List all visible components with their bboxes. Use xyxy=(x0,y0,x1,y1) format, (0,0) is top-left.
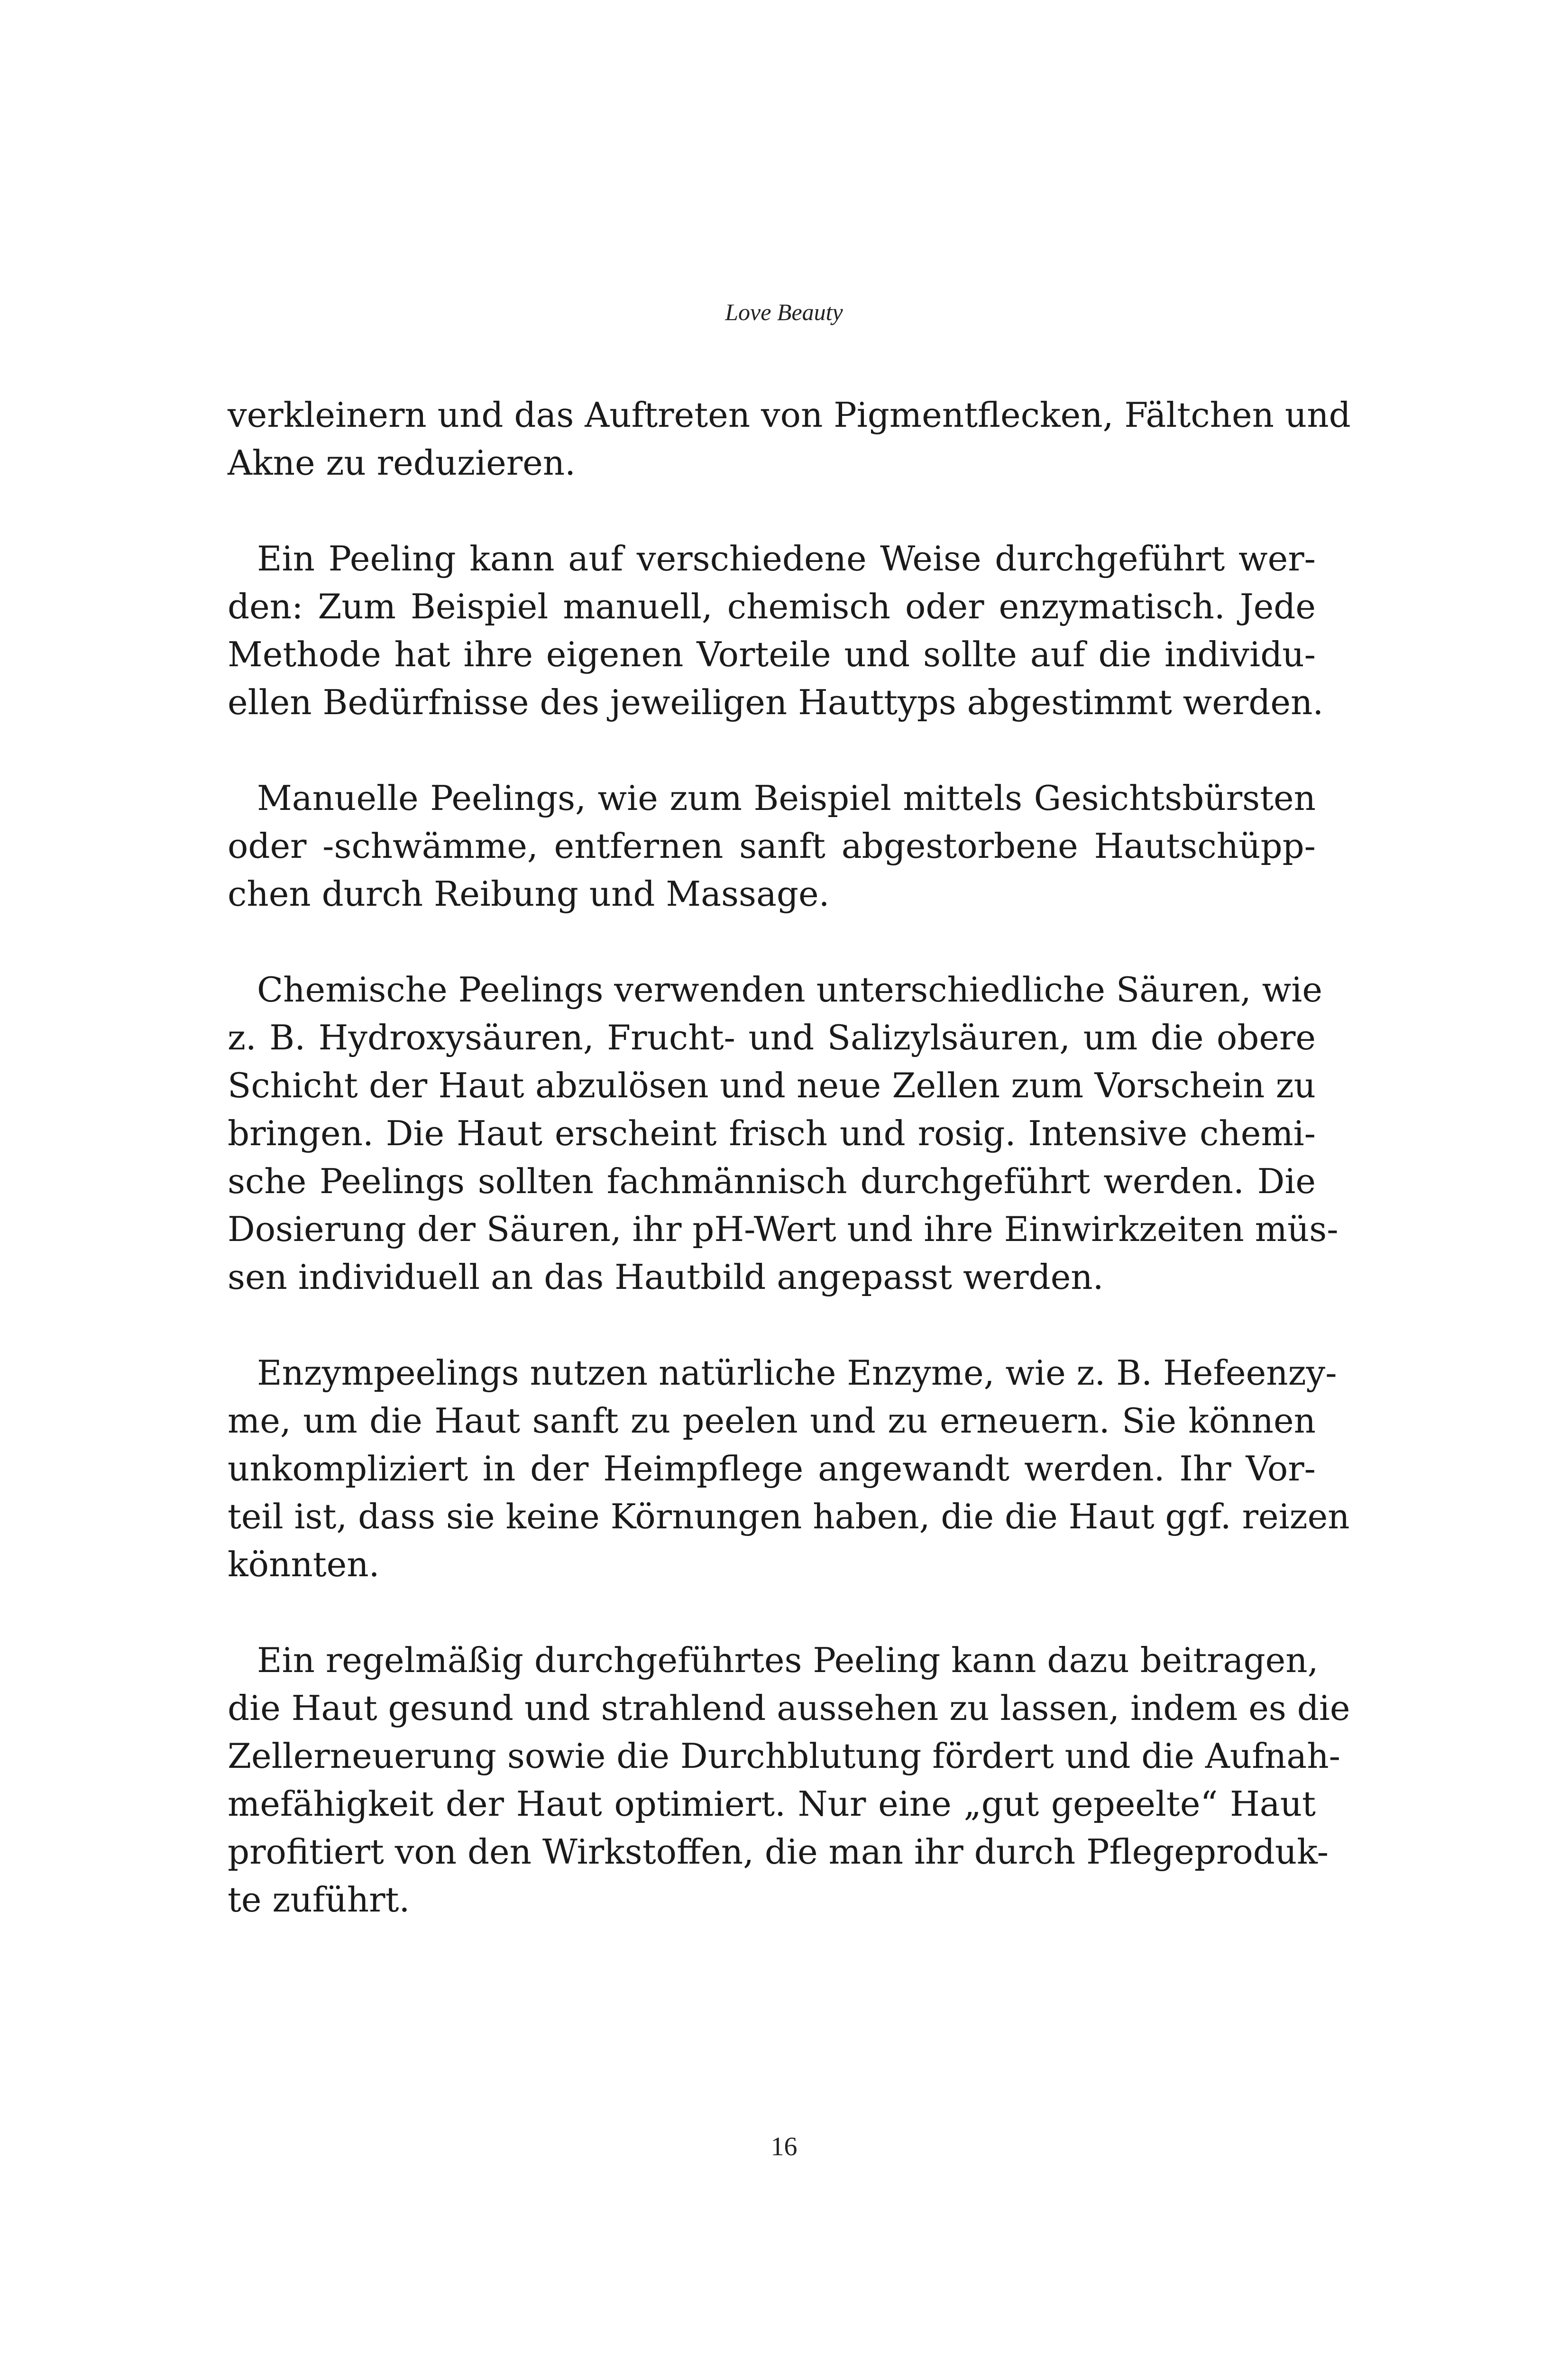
text-line: Ein Peeling kann auf verschiedene Weise durchgeführt wer- xyxy=(257,539,1316,579)
paragraph xyxy=(228,1636,1350,1924)
text-line: Zellerneuerung sowie die Durchblutung fördert und die Aufnah- xyxy=(228,1736,1340,1776)
text-line: sche Peelings sollten fachmännisch durchgeführt werden. Die xyxy=(228,1161,1316,1201)
text-line: te zuführt. xyxy=(228,1880,410,1920)
text-line: sen individuell an das Hautbild angepasst werden. xyxy=(228,1257,1104,1297)
text-line: Ein regelmäßig durchgeführtes Peeling kann dazu beitragen, xyxy=(257,1640,1319,1680)
text-line: könnten. xyxy=(228,1544,380,1584)
page-number: 16 xyxy=(770,2132,798,2161)
text-line: Methode hat ihre eigenen Vorteile und sollte auf die individu- xyxy=(228,634,1316,674)
text-line: Akne zu reduzieren. xyxy=(228,443,576,483)
paragraph xyxy=(228,535,1324,726)
text-line: me, um die Haut sanft zu peelen und zu erneuern. Sie können xyxy=(228,1401,1316,1441)
text-line: Schicht der Haut abzulösen und neue Zellen zum Vorschein zu xyxy=(228,1066,1316,1105)
text-line: unkompliziert in der Heimpflege angewandt werden. Ihr Vor- xyxy=(228,1449,1316,1489)
text-line: verkleinern und das Auftreten von Pigmentflecken, Fältchen und xyxy=(228,395,1351,435)
text-line: oder -schwämme, entfernen sanft abgestorbene Hautschüpp- xyxy=(228,826,1316,866)
text-line: mefähigkeit der Haut optimiert. Nur eine „gut gepeelte“ Haut xyxy=(228,1784,1316,1824)
paragraph xyxy=(228,391,1351,487)
text-line: bringen. Die Haut erscheint frisch und rosig. Intensive chemi- xyxy=(228,1113,1316,1153)
paragraph xyxy=(228,1349,1350,1589)
text-line: Manuelle Peelings, wie zum Beispiel mittels Gesichtsbürsten xyxy=(257,778,1316,818)
text-line: teil ist, dass sie keine Körnungen haben, die die Haut ggf. reizen xyxy=(228,1497,1350,1536)
text-line: profitiert von den Wirkstoffen, die man ihr durch Pflegeproduk- xyxy=(228,1832,1329,1872)
text-line: die Haut gesund und strahlend aussehen zu lassen, indem es die xyxy=(228,1688,1350,1728)
text-line: Enzympeelings nutzen natürliche Enzyme, wie z. B. Hefeenzy- xyxy=(257,1353,1337,1393)
running-header: Love Beauty xyxy=(725,299,843,325)
paragraph xyxy=(228,966,1339,1301)
text-line: Chemische Peelings verwenden unterschiedliche Säuren, wie xyxy=(257,970,1322,1010)
text-line: z. B. Hydroxysäuren, Frucht- und Salizylsäuren, um die obere xyxy=(228,1018,1316,1057)
text-line: Dosierung der Säuren, ihr pH-Wert und ihre Einwirkzeiten müs- xyxy=(228,1209,1339,1249)
text-line: chen durch Reibung und Massage. xyxy=(228,874,830,914)
text-line: den: Zum Beispiel manuell, chemisch oder enzymatisch. Jede xyxy=(228,587,1316,626)
body-text xyxy=(228,391,1351,1924)
paragraph xyxy=(228,774,1316,918)
text-line: ellen Bedürfnisse des jeweiligen Hauttyps abgestimmt werden. xyxy=(228,682,1324,722)
